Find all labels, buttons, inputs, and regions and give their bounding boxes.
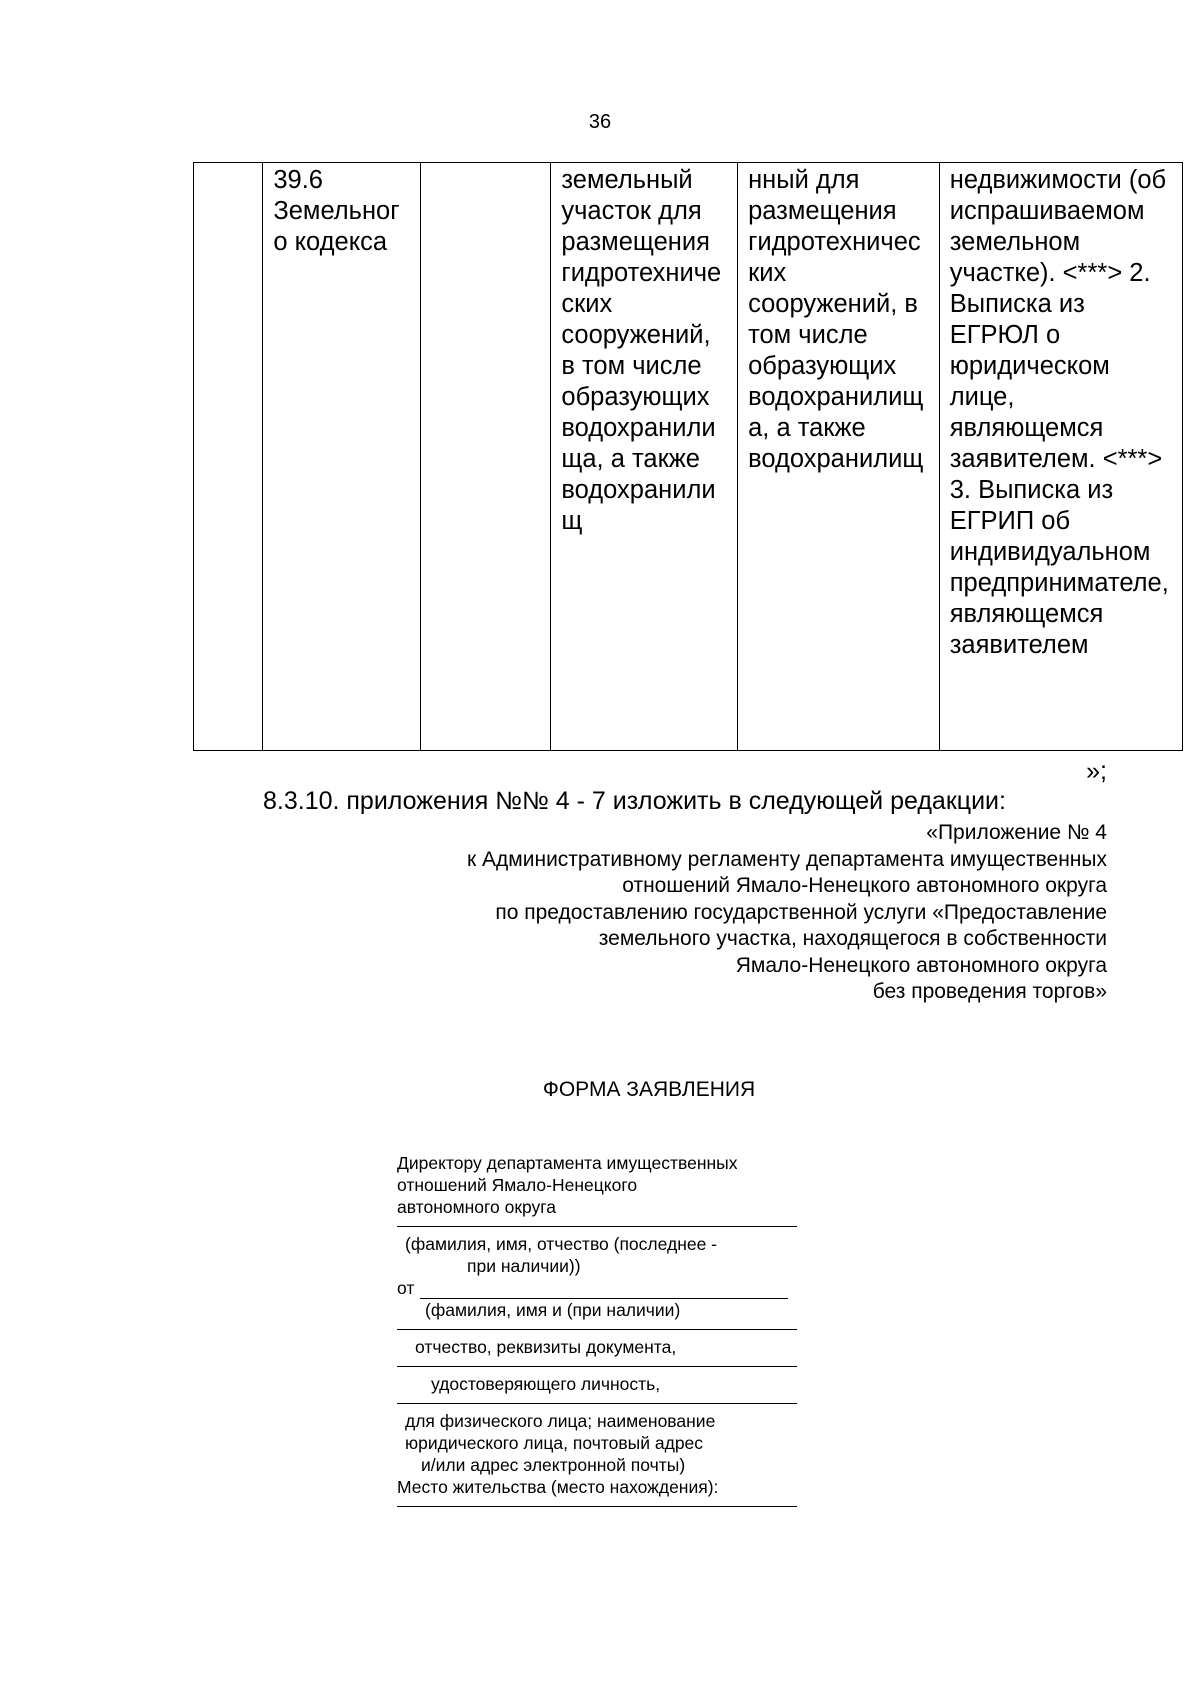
appendix-header [300,820,1107,1006]
from-row [397,1277,797,1299]
director-name-field[interactable] [397,1226,797,1227]
applicant-hint: (фамилия, имя и (при наличии) [425,1300,681,1320]
table-row [194,163,1183,751]
closing-quote: »; [1086,757,1107,785]
residence-label: Место жительства (место нахождения): [397,1477,719,1497]
addressee-line: отношений Ямало-Ненецкого [397,1175,638,1195]
appendix-header-line: «Приложение № 4 [926,821,1107,844]
table-cell-documents: недвижимости (об испрашиваемом земельном участке). <***> 2. Выписка из ЕГРЮЛ о юридическом лице, являющемся заявителем. <***> 3. Выписка из ЕГРИП об индивидуальном предпринимателе, являющемся заявителем [939,163,1182,751]
appendix-header-line: к Административному регламенту департамента имущественных [467,847,1107,871]
appendix-header-line: отношений Ямало-Ненецкого автономного округа [622,874,1107,897]
applicant-hint: удостоверяющего личность, [431,1374,661,1394]
applicant-hint: отчество, реквизиты документа, [415,1337,677,1357]
residence-field[interactable] [397,1506,797,1507]
applicant-patronymic-field[interactable] [397,1329,797,1330]
page-number: 36 [588,111,612,133]
applicant-hint: и/или адрес электронной почты) [421,1455,686,1475]
table-cell-number [194,163,263,751]
applicant-name-field[interactable] [420,1280,788,1299]
applicant-details-field[interactable] [397,1403,797,1404]
amendment-paragraph: 8.3.10. приложения №№ 4 - 7 изложить в следующей редакции: [263,787,1006,815]
table-cell-land-purpose: земельный участок для размещения гидротехнических сооружений, в том числе образующих водохранилища, а также водохранилищ [551,163,738,751]
addressee-block [397,1152,797,1513]
table-cell-empty [421,163,551,751]
addressee-line: Директору департамента имущественных [397,1153,738,1173]
from-label: от [397,1278,415,1298]
form-title: ФОРМА ЗАЯВЛЕНИЯ [542,1078,756,1101]
appendix-header-line: без проведения торгов» [872,980,1107,1003]
requirements-table [193,162,1183,751]
table-cell-legal-basis: 39.6 Земельного кодекса [263,163,421,751]
applicant-hint: юридического лица, почтовый адрес [405,1433,704,1453]
table-cell-land-description: нный для размещения гидротехнических сооружений, в том числе образующих водохранилища, а также водохранилищ [738,163,940,751]
appendix-header-line: Ямало-Ненецкого автономного округа [735,953,1107,977]
addressee-line: автономного округа [397,1197,557,1217]
director-hint: при наличии)) [467,1256,581,1276]
appendix-header-line: по предоставлению государственной услуги «Предоставление [495,900,1107,924]
identity-document-field[interactable] [397,1366,797,1367]
director-hint: (фамилия, имя, отчество (последнее - [405,1234,718,1254]
appendix-header-line: земельного участка, находящегося в собственности [598,927,1107,950]
applicant-hint: для физического лица; наименование [405,1411,716,1431]
